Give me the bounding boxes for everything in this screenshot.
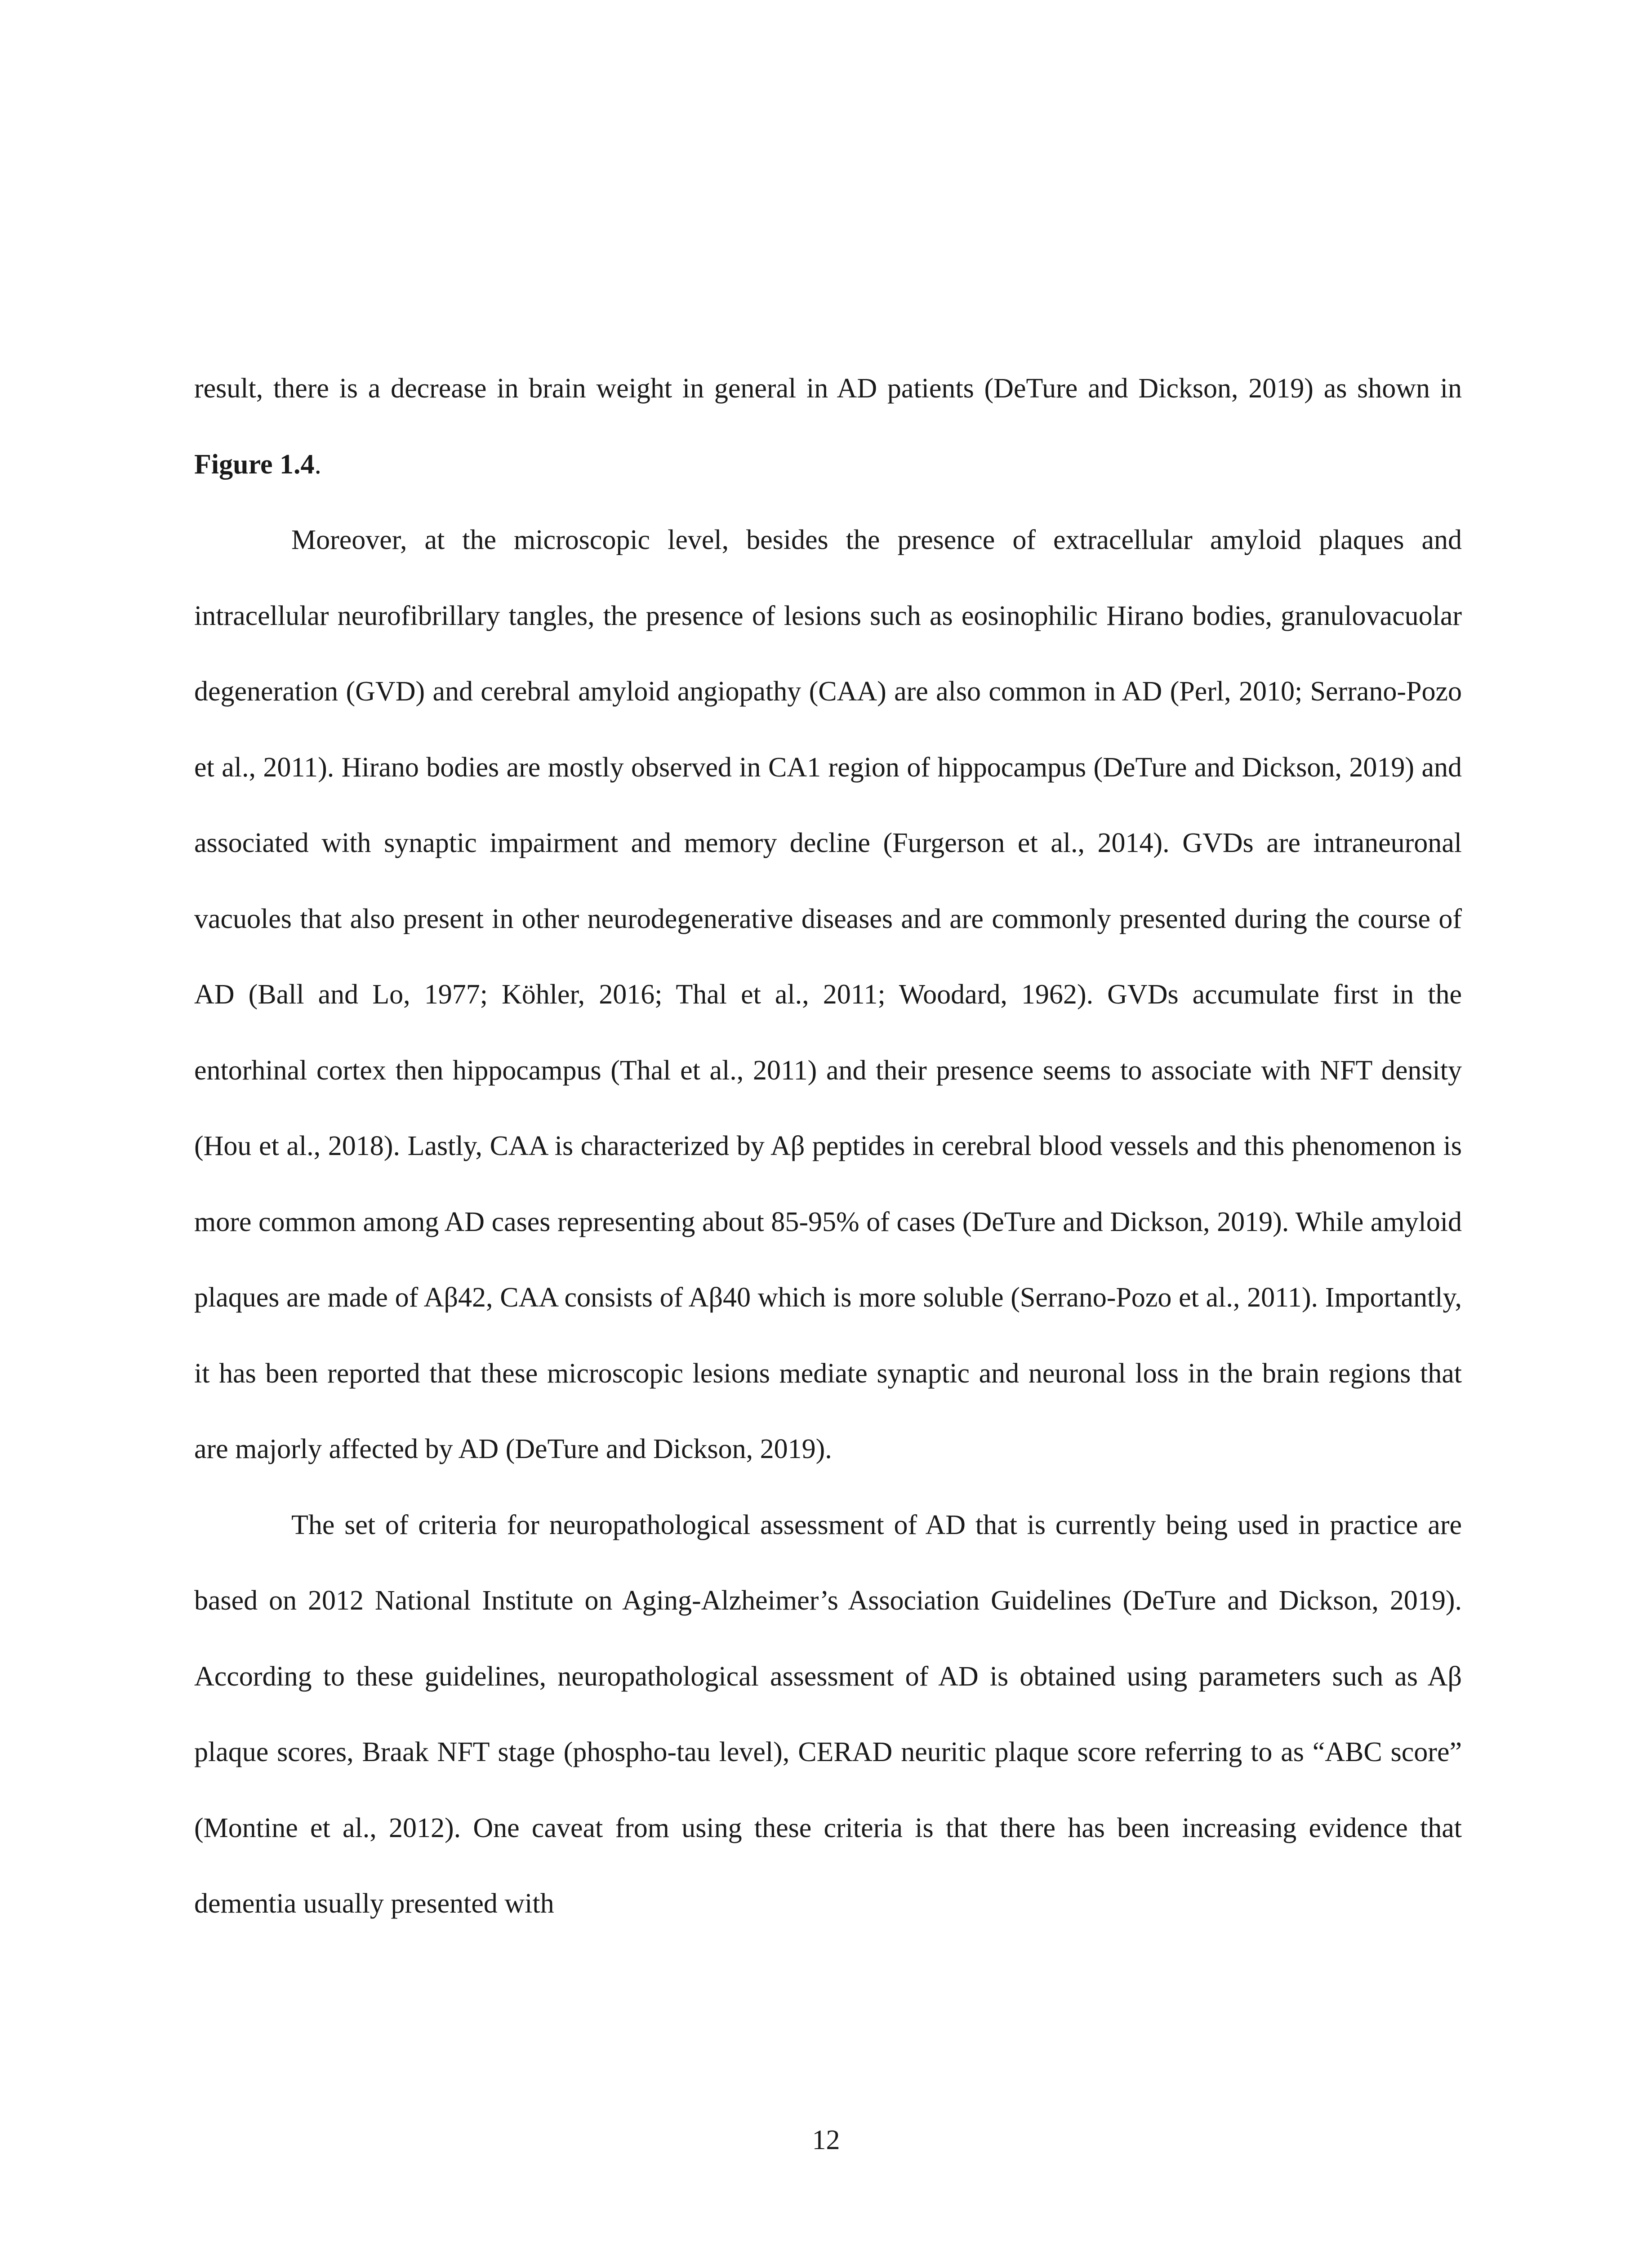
paragraph-1-text: result, there is a decrease in brain weight in general in AD patients (DeTure and Dickson, 2019) as shown in: [194, 373, 1462, 404]
paragraph-assessment-criteria: The set of criteria for neuropathological assessment of AD that is currently being used in practice are based on 2012 National Institute on Aging-Alzheimer’s Association Guidelines (DeTure and Dickson, 2019). According to these guidelines, neuropathological assessment of AD is obtained using parameters such as Aβ plaque scores, Braak NFT stage (phospho-tau level), CERAD neuritic plaque score referring to as “ABC score” (Montine et al., 2012). One caveat from using these criteria is that there has been increasing evidence that dementia usually presented with: [194, 1509, 1462, 1919]
paragraph-microscopic-lesions: Moreover, at the microscopic level, besides the presence of extracellular amyloid plaques and intracellular neurofibrillary tangles, the presence of lesions such as eosinophilic Hirano bodies, granulovacuolar degeneration (GVD) and cerebral amyloid angiopathy (CAA) are also common in AD (Perl, 2010; Serrano-Pozo et al., 2011). Hirano bodies are mostly observed in CA1 region of hippocampus (DeTure and Dickson, 2019) and associated with synaptic impairment and memory decline (Furgerson et al., 2014). GVDs are intraneuronal vacuoles that also present in other neurodegenerative diseases and are commonly presented during the course of AD (Ball and Lo, 1977; Köhler, 2016; Thal et al., 2011; Woodard, 1962). GVDs accumulate first in the entorhinal cortex then hippocampus (Thal et al., 2011) and their presence seems to associate with NFT density (Hou et al., 2018). Lastly, CAA is characterized by Aβ peptides in cerebral blood vessels and this phenomenon is more common among AD cases representing about 85-95% of cases (DeTure and Dickson, 2019). While amyloid plaques are made of Aβ42, CAA consists of Aβ40 which is more soluble (Serrano-Pozo et al., 2011). Importantly, it has been reported that these microscopic lesions mediate synaptic and neuronal loss in the brain regions that are majorly affected by AD (DeTure and Dickson, 2019).: [194, 525, 1462, 1464]
body-text: [194, 351, 1462, 1942]
paragraph-continuation: [194, 351, 1462, 502]
page-number: 12: [812, 2125, 840, 2155]
figure-reference: Figure 1.4: [194, 449, 315, 480]
paragraph-1-end: .: [314, 449, 321, 480]
